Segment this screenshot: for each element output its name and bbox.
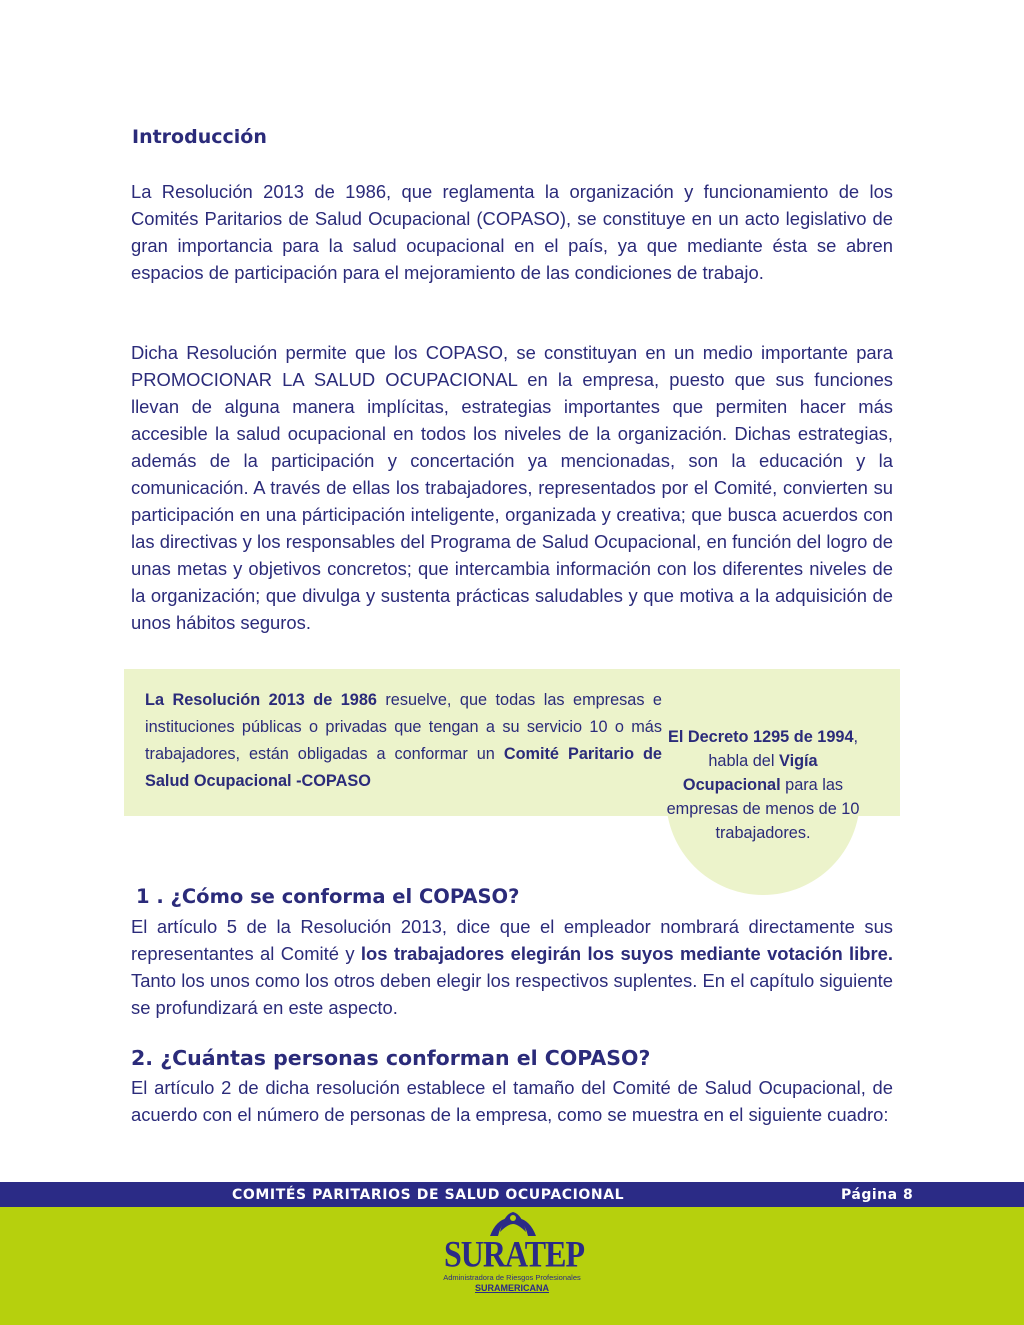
intro-paragraph-2: Dicha Resolución permite que los COPASO, se constituyan en un medio importante para PROMOCIONAR LA SALUD OCUPACIONAL en la empresa, puesto que sus funciones llevan de alguna manera implícitas, estrategias importantes que permiten hacer más accesible la salud ocupacional en todos los niveles de la organización. Dichas estrategias, además de la participación y concertación ya mencionadas, son la educación y la comunicación. A través de ellas los trabajadores, representados por el Comité, convierten su participación en una párticipación inteligente, organizada y creativa; que busca acuerdos con las directivas y los responsables del Programa de Salud Ocupacional, en función del logro de unas metas y objetivos concretos; que intercambia información con los diferentes niveles de la organización; que divulga y sustenta prácticas saludables y que motiva a la adquisición de unos hábitos seguros. (131, 342, 893, 633)
section-1-bold: los trabajadores elegirán los suyos mediante votación libre. (360, 943, 894, 964)
section-1-text-end: Tanto los unos como los otros deben elegir los respectivos suplentes. En el capítulo siguiente se profundizará en este aspecto. (131, 970, 893, 1018)
intro-heading: Introducción (132, 126, 267, 148)
footer-page-number: Página 8 (841, 1187, 914, 1203)
callout-middle: , habla del (708, 728, 859, 770)
logo-name: SURATEP (444, 1233, 584, 1275)
note-box-bold-start: La Resolución 2013 de 1986 (145, 691, 377, 709)
callout-bold-term: Vigía Ocupacional (682, 752, 818, 794)
logo-subtitle: Administradora de Riesgos Profesionales (443, 1273, 581, 1282)
callout-bold-start: El Decreto 1295 de 1994 (667, 728, 854, 746)
note-box-text (145, 687, 662, 795)
note-box-middle: resuelve, que todas las empresas e instituciones públicas o privadas que tengan a su servicio 10 o más trabajadores, están obligadas a conformar un (145, 691, 662, 763)
footer-title: COMITÉS PARITARIOS DE SALUD OCUPACIONAL (232, 1187, 625, 1203)
section-2-heading: 2. ¿Cuántas personas conforman el COPASO? (131, 1046, 651, 1070)
logo-brand: SURAMERICANA (475, 1283, 549, 1293)
section-2-paragraph: El artículo 2 de dicha resolución establece el tamaño del Comité de Salud Ocupacional, de acuerdo con el número de personas de la empresa, como se muestra en el siguiente cuadro: (131, 1077, 893, 1125)
section-1-text-start: El artículo 5 de la Resolución 2013, dice que el empleador nombrará directamente sus representantes al Comité y (131, 916, 893, 964)
intro-paragraph-1: La Resolución 2013 de 1986, que reglamenta la organización y funcionamiento de los Comités Paritarios de Salud Ocupacional (COPASO), se constituye en un acto legislativo de gran importancia para la salud ocupacional en el país, ya que mediante ésta se abren espacios de participación para el mejoramiento de las condiciones de trabajo. (131, 181, 893, 283)
section-1-heading: 1 . ¿Cómo se conforma el COPASO? (136, 885, 520, 908)
callout-end: para las empresas de menos de 10 trabajadores. (666, 776, 860, 842)
callout-circle-text (666, 725, 860, 845)
section-1-paragraph (131, 913, 893, 1021)
note-box-bold-end: Comité Paritario de Salud Ocupacional -COPASO (145, 745, 662, 790)
